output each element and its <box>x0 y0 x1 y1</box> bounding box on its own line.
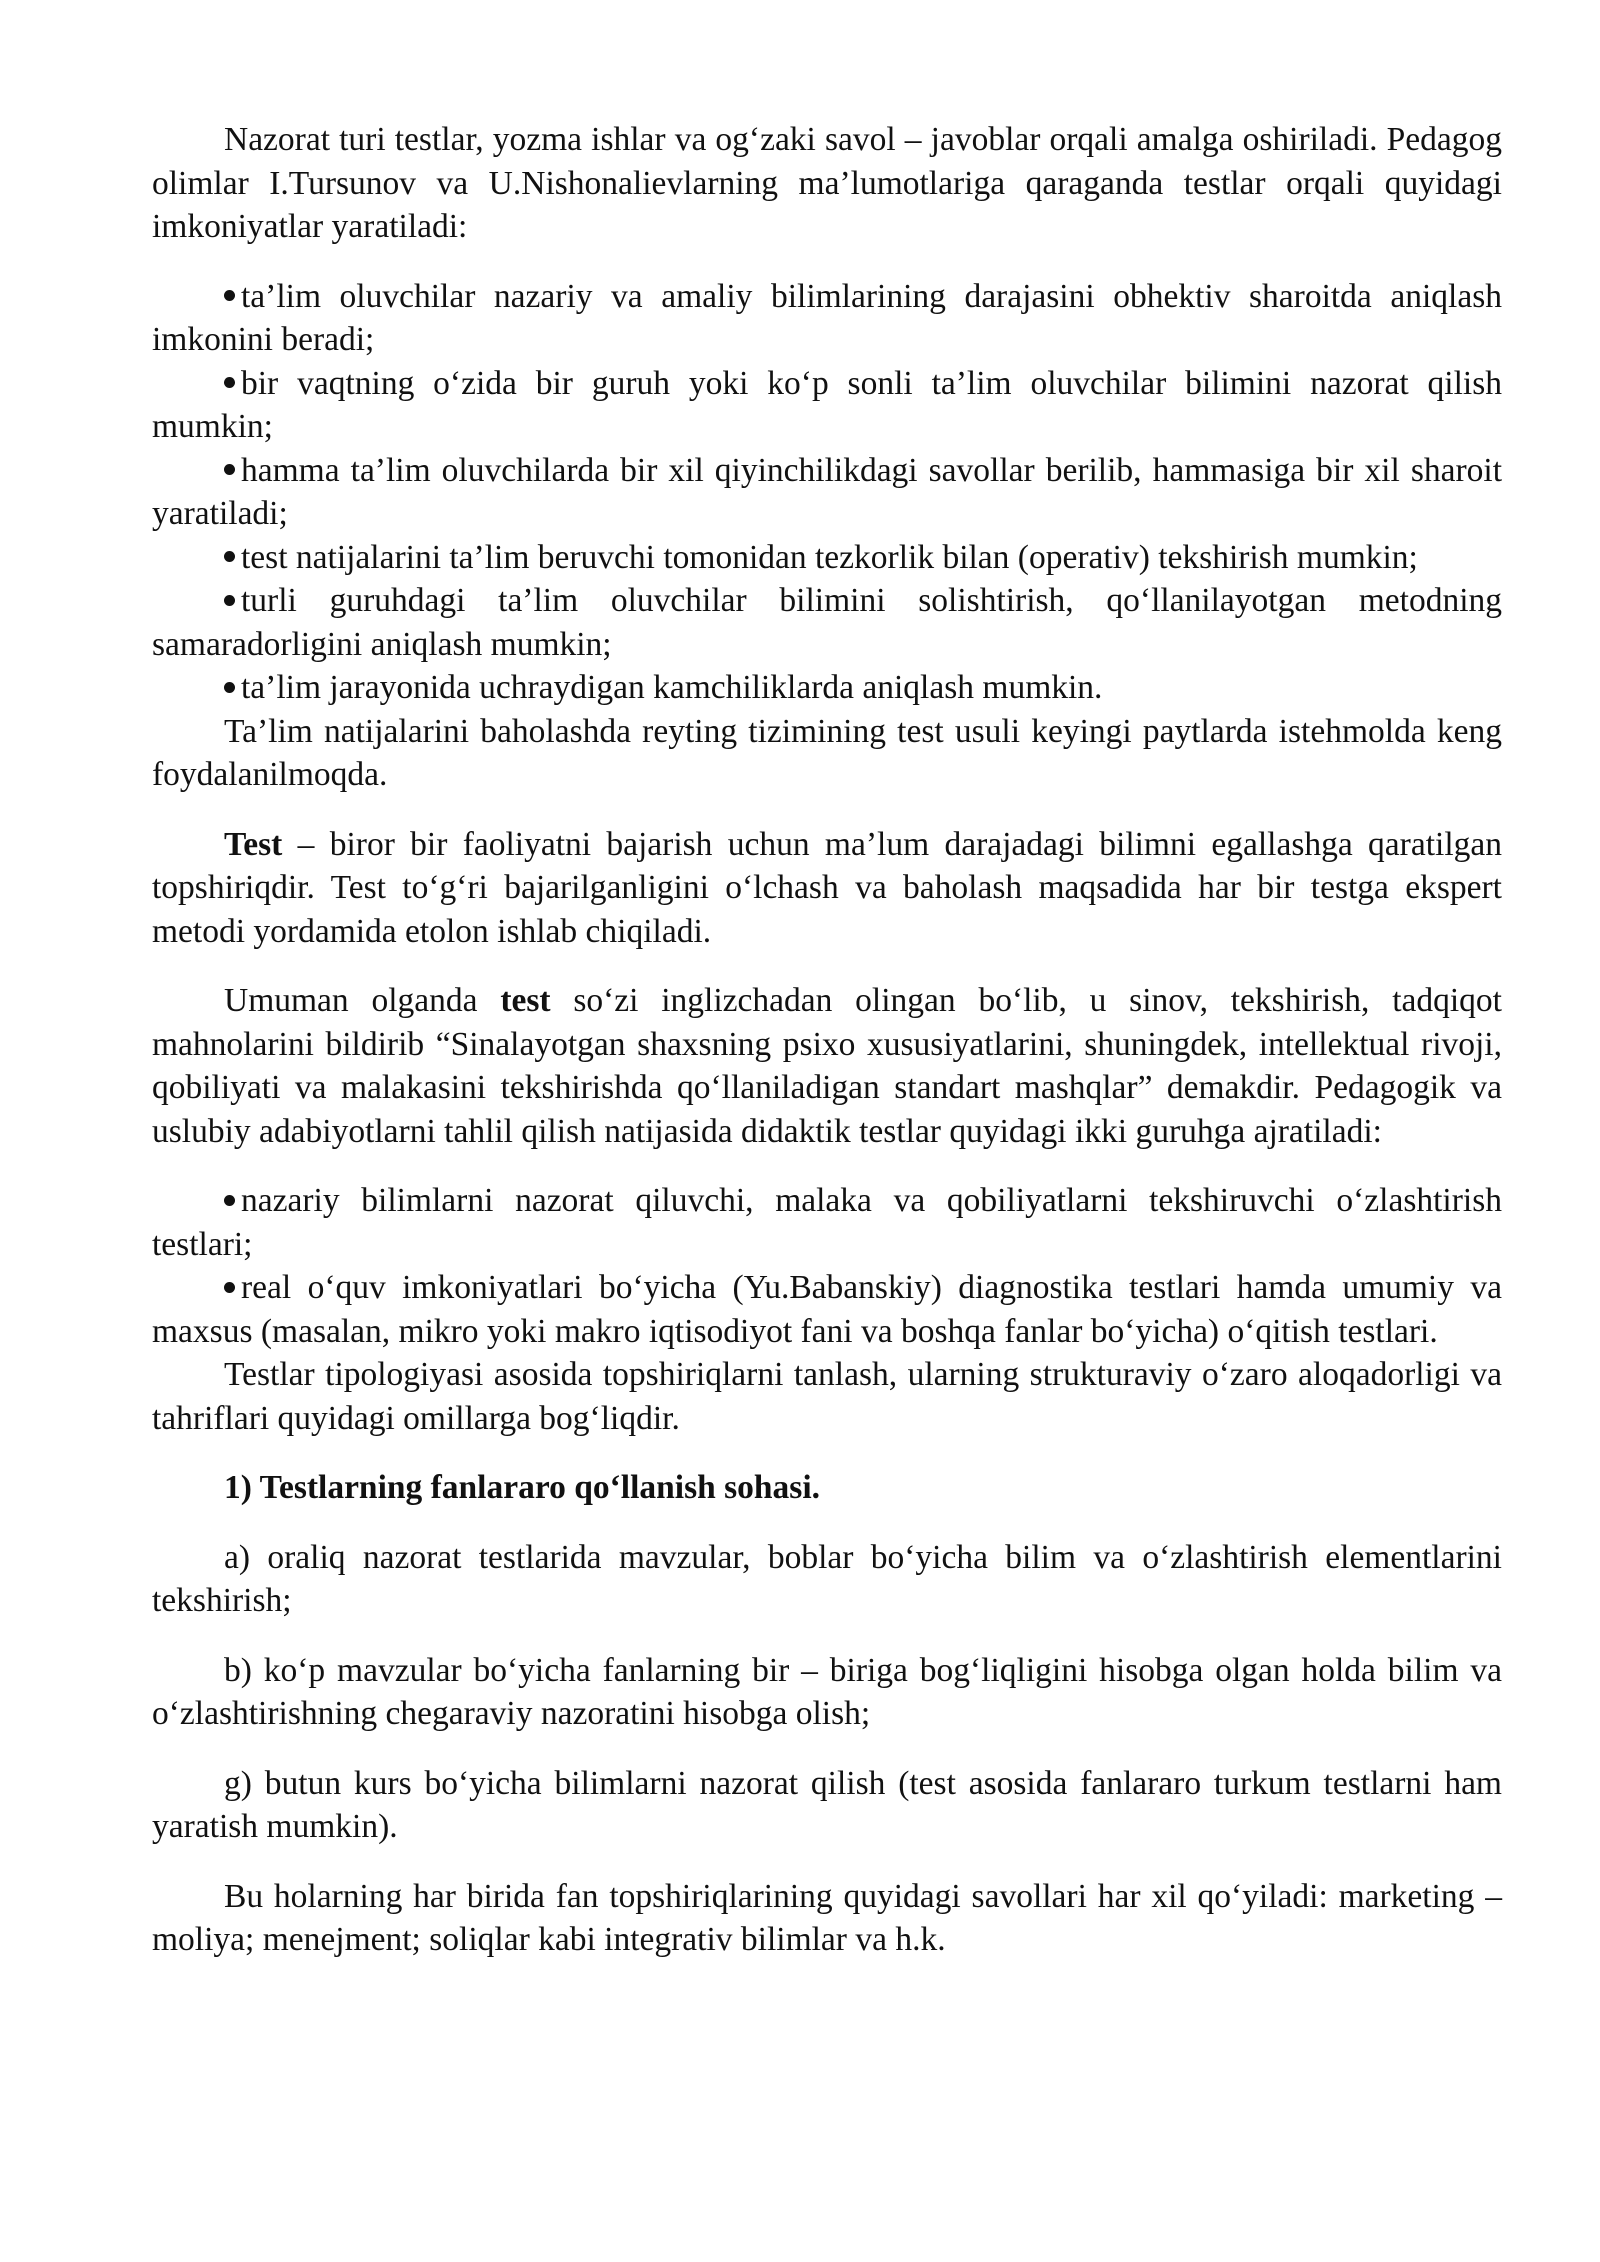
item-g-paragraph: g) butun kurs bo‘yicha bilimlarni nazorat qilish (test asosida fanlararo turkum testlarni ham yaratish mumkin). <box>152 1764 1502 1845</box>
bullet-icon <box>224 1195 235 1206</box>
test-term: test <box>500 982 551 1019</box>
item-b-paragraph: b) ko‘p mavzular bo‘yicha fanlarning bir – biriga bog‘liqligini hisobga olgan holda bilim va o‘zlashtirishning chegaraviy nazoratini hisobga olish; <box>152 1651 1502 1732</box>
bullet-icon <box>224 290 235 301</box>
list-item: turli guruhdagi ta’lim oluvchilar bilimini solishtirish, qo‘llanilayotgan metodning samaradorligini aniqlash mumkin; <box>152 582 1502 663</box>
test-definition-paragraph: Test – biror bir faoliyatni bajarish uchun ma’lum darajadagi bilimni egallashga qaratilgan topshiriqdir. Test to‘g‘ri bajarilganligini o‘lchash va baholash maqsadida har bir testga ekspert metodi yordamida etolon ishlab chiqiladi. <box>152 825 1502 950</box>
test-groups-list <box>152 1179 1502 1353</box>
list-item: real o‘quv imkoniyatlari bo‘yicha (Yu.Babanskiy) diagnostika testlari hamda umumiy va maxsus (masalan, mikro yoki makro iqtisodiyot fani va boshqa fanlar bo‘yicha) o‘qitish testlari. <box>152 1269 1502 1350</box>
bullet-icon <box>224 682 235 693</box>
bullet-icon <box>224 464 235 475</box>
typology-paragraph: Testlar tipologiyasi asosida topshiriqlarni tanlash, ularning strukturaviy o‘zaro aloqadorligi va tahriflari quyidagi omillarga bog‘liqdir. <box>152 1356 1502 1437</box>
intro-paragraph: Nazorat turi testlar, yozma ishlar va og‘zaki savol – javoblar orqali amalga oshiriladi. Pedagog olimlar I.Tursunov va U.Nishonalievlarning ma’lumotlariga qaraganda testlar orqali quyidagi imkoniyatlar yaratiladi: <box>152 121 1502 245</box>
bullet-icon <box>224 1282 235 1293</box>
test-capabilities-list <box>152 275 1502 710</box>
bullet-icon <box>224 551 235 562</box>
document-page <box>152 118 1502 1962</box>
list-item: bir vaqtning o‘zida bir guruh yoki ko‘p sonli ta’lim oluvchilar bilimini nazorat qilish mumkin; <box>152 364 1502 445</box>
list-item: hamma ta’lim oluvchilarda bir xil qiyinchilikdagi savollar berilib, hammasiga bir xil sharoit yaratiladi; <box>152 451 1502 532</box>
closing-paragraph: Bu holarning har birida fan topshiriqlarining quyidagi savollari har xil qo‘yiladi: marketing – moliya; menejment; soliqlar kabi integrativ bilimlar va h.k. <box>152 1877 1502 1958</box>
bullet-icon <box>224 595 235 606</box>
bullet-icon <box>224 377 235 388</box>
item-a-paragraph: a) oraliq nazorat testlarida mavzular, boblar bo‘yicha bilim va o‘zlashtirish elementlarini tekshirish; <box>152 1538 1502 1619</box>
list-item: nazariy bilimlarni nazorat qiluvchi, malaka va qobiliyatlarni tekshiruvchi o‘zlashtirish testlari; <box>152 1182 1502 1263</box>
test-etymology-paragraph: Umuman olganda test so‘zi inglizchadan olingan bo‘lib, u sinov, tekshirish, tadqiqot mahnolarini bildirib “Sinalayotgan shaxsning psixo xususiyatlarini, shuningdek, intellektual rivoji, qobiliyati va malakasini tekshirishda qo‘llaniladigan standart mashqlar” demakdir. Pedagogik va uslubiy adabiyotlarni tahlil qilish natijasida didaktik testlar quyidagi ikki guruhga ajratiladi: <box>152 982 1502 1150</box>
section-heading: 1) Testlarning fanlararo qo‘llanish sohasi. <box>224 1469 820 1506</box>
test-term: Test <box>224 825 283 863</box>
rating-paragraph: Ta’lim natijalarini baholashda reyting tizimining test usuli keyingi paytlarda istehmolda keng foydalanilmoqda. <box>152 712 1502 793</box>
list-item: test natijalarini ta’lim beruvchi tomonidan tezkorlik bilan (operativ) tekshirish mumkin; <box>152 536 1502 580</box>
list-item: ta’lim oluvchilar nazariy va amaliy bilimlarining darajasini obhektiv sharoitda aniqlash imkonini beradi; <box>152 277 1502 358</box>
list-item: ta’lim jarayonida uchraydigan kamchiliklarda aniqlash mumkin. <box>152 666 1502 710</box>
